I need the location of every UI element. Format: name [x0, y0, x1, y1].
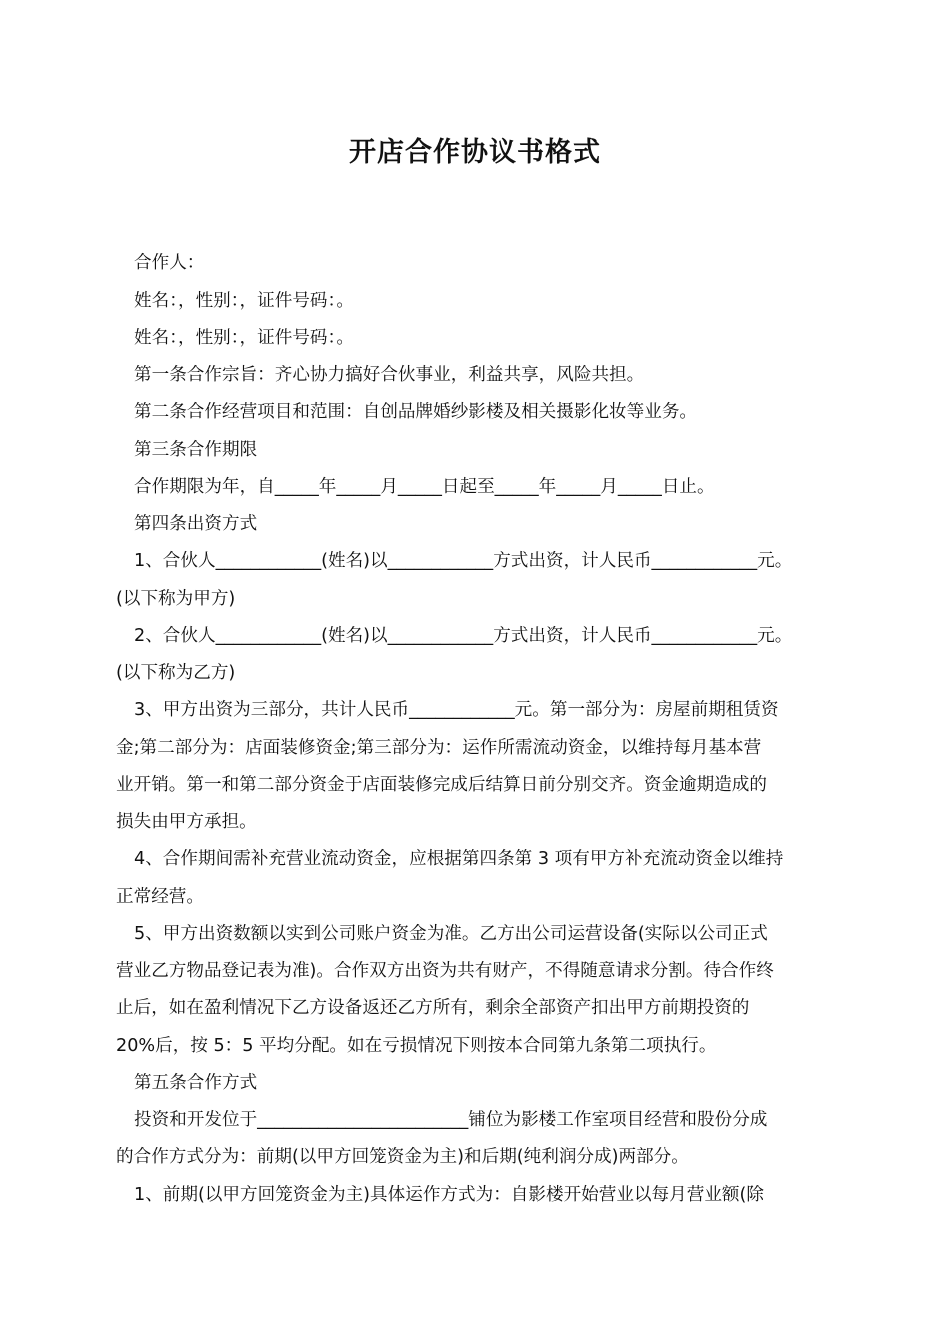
article-2: 第二条合作经营项目和范围：自创品牌婚纱影楼及相关摄影化妆等业务。: [134, 402, 698, 422]
clause-4-5-line-2: 营业乙方物品登记表为准)。合作双方出资为共有财产，不得随意请求分割。待合作终: [116, 961, 774, 981]
clause-4-3-line-1: 3、甲方出资为三部分，共计人民币____________元。第一部分为：房屋前期租赁资: [134, 700, 779, 720]
clause-4-4-line-1: 4、合作期间需补充营业流动资金，应根据第四条第 3 项有甲方补充流动资金以维持: [134, 849, 784, 869]
clause-4-3-line-3: 业开销。第一和第二部分资金于店面装修完成后结算日前分别交齐。资金逾期造成的: [116, 775, 767, 795]
clause-4-4-line-2: 正常经营。: [116, 887, 204, 907]
article-1: 第一条合作宗旨：齐心协力搞好合伙事业，利益共享，风险共担。: [134, 365, 645, 385]
clause-4-2-line-1: 2、合伙人____________(姓名)以____________方式出资，计人民币____________元。: [134, 626, 793, 646]
term-line: 合作期限为年，自_____年_____月_____日起至_____年_____月_____日止。: [134, 477, 715, 497]
clause-4-3-line-2: 金;第二部分为：店面装修资金;第三部分为：运作所需流动资金，以维持每月基本营: [116, 738, 762, 758]
partners-heading: 合作人：: [134, 253, 205, 273]
article-5-heading: 第五条合作方式: [134, 1073, 258, 1093]
clause-4-5-line-1: 5、甲方出资数额以实到公司账户资金为准。乙方出公司运营设备(实际以公司正式: [134, 924, 768, 944]
cooperation-line-1: 投资和开发位于________________________铺位为影楼工作室项目经营和股份分成: [134, 1110, 768, 1130]
clause-4-2-line-2: (以下称为乙方): [116, 663, 236, 683]
article-3-heading: 第三条合作期限: [134, 440, 258, 460]
clause-4-3-line-4: 损失由甲方承担。: [116, 812, 257, 832]
document-title: 开店合作协议书格式: [349, 137, 601, 168]
clause-5-1-line-1: 1、前期(以甲方回笼资金为主)具体运作方式为：自影楼开始营业以每月营业额(除: [134, 1185, 764, 1205]
cooperation-line-2: 的合作方式分为：前期(以甲方回笼资金为主)和后期(纯利润分成)两部分。: [116, 1147, 689, 1167]
clause-4-1-line-1: 1、合伙人____________(姓名)以____________方式出资，计人民币____________元。: [134, 551, 793, 571]
clause-4-5-line-4: 20%后，按 5：5 平均分配。如在亏损情况下则按本合同第九条第二项执行。: [116, 1036, 717, 1056]
clause-4-5-line-3: 止后，如在盈利情况下乙方设备返还乙方所有，剩余全部资产扣出甲方前期投资的: [116, 998, 750, 1018]
partner-info-line-2: 姓名：，性别：，证件号码：。: [134, 328, 354, 348]
article-4-heading: 第四条出资方式: [134, 514, 258, 534]
clause-4-1-line-2: (以下称为甲方): [116, 589, 236, 609]
partner-info-line-1: 姓名：，性别：，证件号码：。: [134, 291, 354, 311]
